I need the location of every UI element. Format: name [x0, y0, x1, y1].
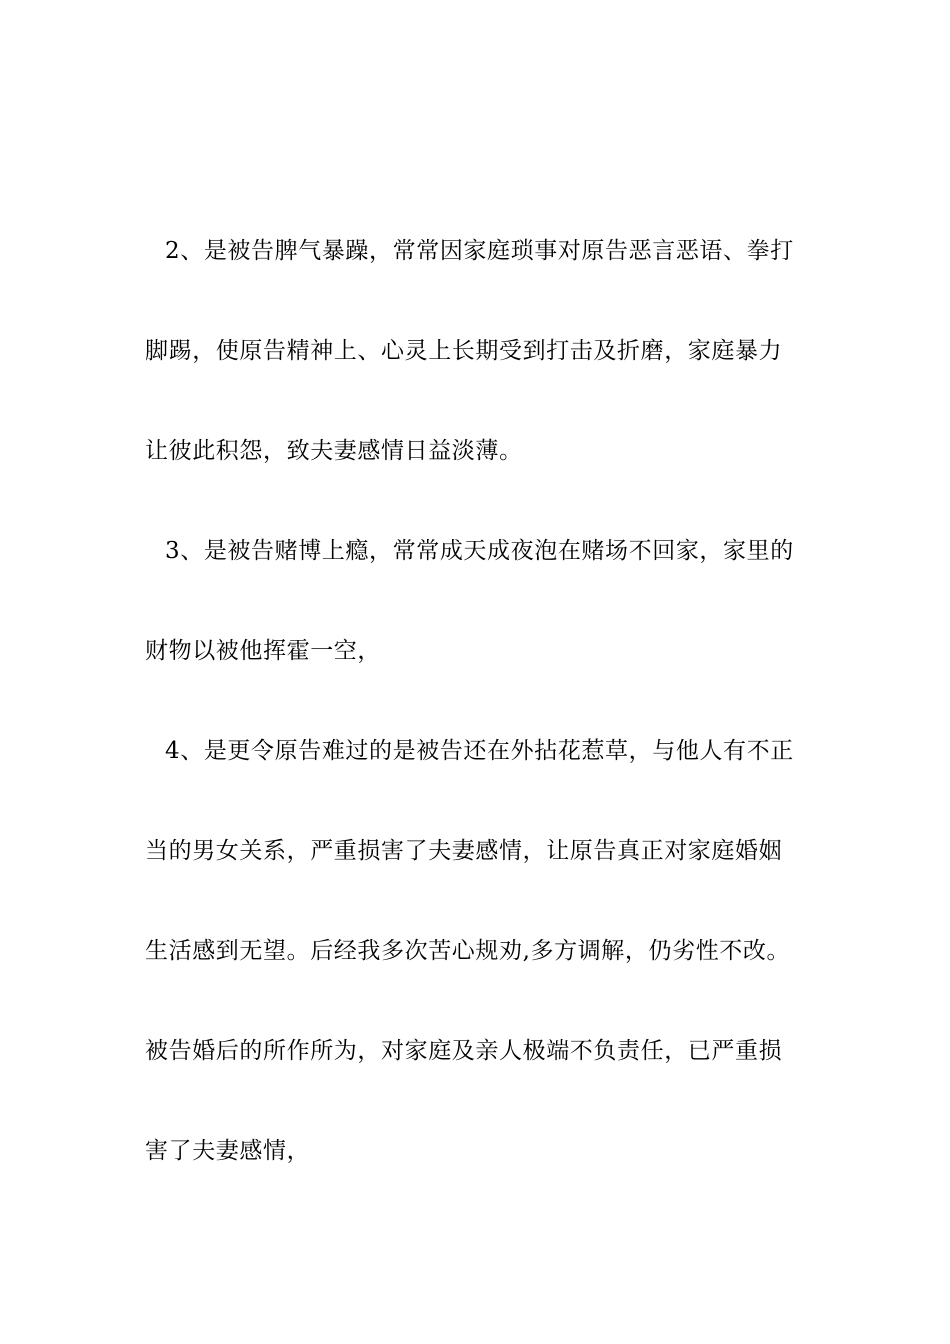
paragraph-2-line-2: 脚踢，使原告精神上、心灵上长期受到打击及折磨，家庭暴力 [145, 338, 783, 364]
paragraph-3-line-2: 财物以被他挥霍一空， [145, 638, 381, 664]
paragraph-2-line-3: 让彼此积怨，致夫妻感情日益淡薄。 [145, 438, 523, 464]
paragraph-3-line-1: 3、是被告赌博上瘾，常常成天成夜泡在赌场不回家，家里的 [165, 538, 794, 564]
document-body [145, 228, 807, 1228]
paragraph-4-line-3: 生活感到无望。后经我多次苦心规劝,多方调解，仍劣性不改。 [145, 938, 791, 964]
paragraph-4-line-2: 当的男女关系，严重损害了夫妻感情，让原告真正对家庭婚姻 [145, 838, 783, 864]
paragraph-4-line-4: 被告婚后的所作所为，对家庭及亲人极端不负责任，已严重损 [145, 1038, 783, 1064]
paragraph-4-line-1: 4、是更令原告难过的是被告还在外拈花惹草，与他人有不正 [165, 738, 794, 764]
paragraph-4-line-5: 害了夫妻感情， [145, 1138, 311, 1164]
paragraph-2-line-1: 2、是被告脾气暴躁，常常因家庭琐事对原告恶言恶语、拳打 [165, 238, 794, 264]
